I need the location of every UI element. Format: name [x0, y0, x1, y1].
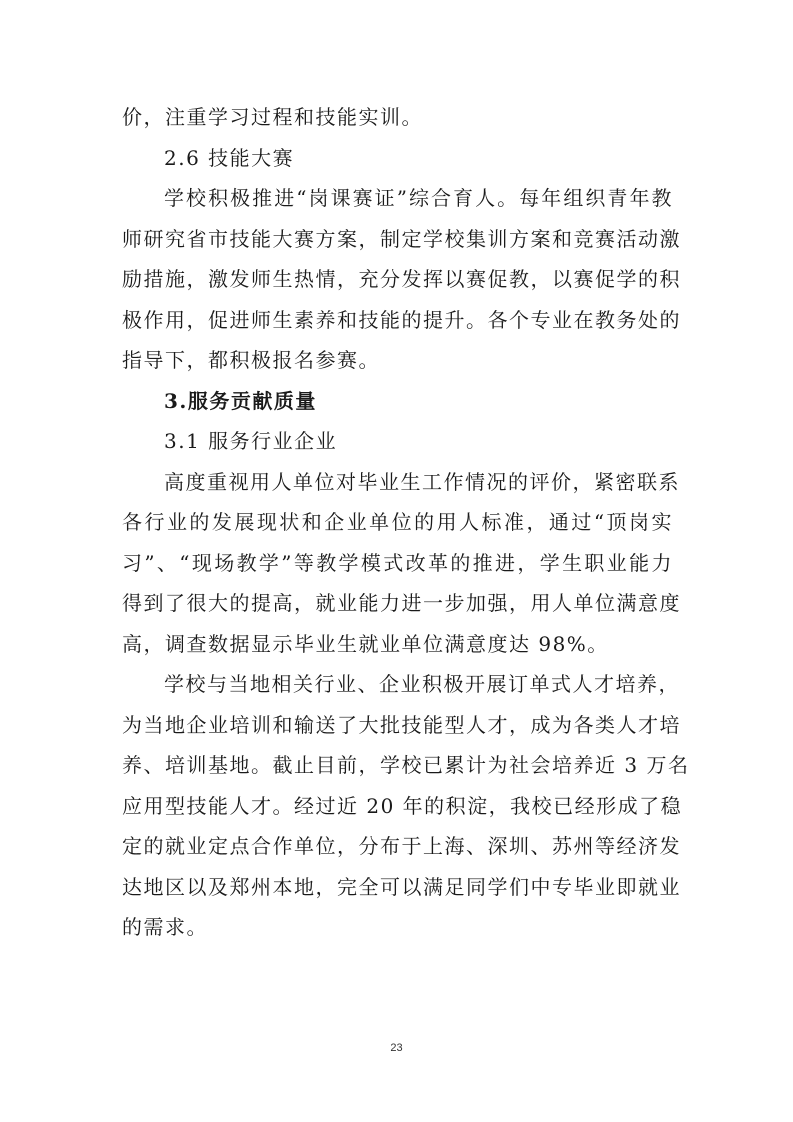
text-line: 得到了很大的提高，就业能力进一步加强，用人单位满意度 — [122, 591, 681, 615]
text-line: 定的就业定点合作单位，分布于上海、深圳、苏州等经济发 — [122, 834, 681, 858]
text-line: 学校积极推进“岗课赛证”综合育人。每年组织青年教 — [164, 186, 673, 210]
text-line: 师研究省市技能大赛方案，制定学校集训方案和竞赛活动激 — [122, 226, 681, 251]
text-line: 指导下，都积极报名参赛。 — [122, 348, 380, 372]
text-line: 习”、“现场教学”等教学模式改革的推进，学生职业能力 — [122, 550, 673, 575]
text-line: 价，注重学习过程和技能实训。 — [122, 105, 423, 129]
text-line: 达地区以及郑州本地，完全可以满足同学们中专毕业即就业 — [122, 874, 681, 899]
body-text — [122, 97, 690, 948]
text-line: 高，调查数据显示毕业生就业单位满意度达 98%。 — [122, 631, 609, 656]
text-line: 应用型技能人才。经过近 20 年的积淀，我校已经形成了稳 — [122, 793, 683, 818]
text-line: 学校与当地相关行业、企业积极开展订单式人才培养， — [164, 672, 680, 696]
page-number: 23 — [390, 1042, 403, 1054]
text-line: 励措施，激发师生热情，充分发挥以赛促教，以赛促学的积 — [122, 267, 681, 291]
text-line: 各行业的发展现状和企业单位的用人标准，通过“顶岗实 — [122, 510, 673, 534]
section-heading-3: 3.服务贡献质量 — [164, 388, 317, 413]
text-line: 高度重视用人单位对毕业生工作情况的评价，紧密联系 — [164, 469, 680, 494]
text-line: 为当地企业培训和输送了大批技能型人才，成为各类人才培 — [122, 712, 681, 737]
text-line: 的需求。 — [122, 915, 208, 939]
section-heading-3-1: 3.1 服务行业企业 — [164, 429, 338, 453]
section-heading-2-6: 2.6 技能大赛 — [164, 145, 295, 170]
text-line: 养、培训基地。截止目前，学校已累计为社会培养近 3 万名 — [122, 753, 690, 777]
text-line: 极作用，促进师生素养和技能的提升。各个专业在教务处的 — [122, 307, 681, 332]
